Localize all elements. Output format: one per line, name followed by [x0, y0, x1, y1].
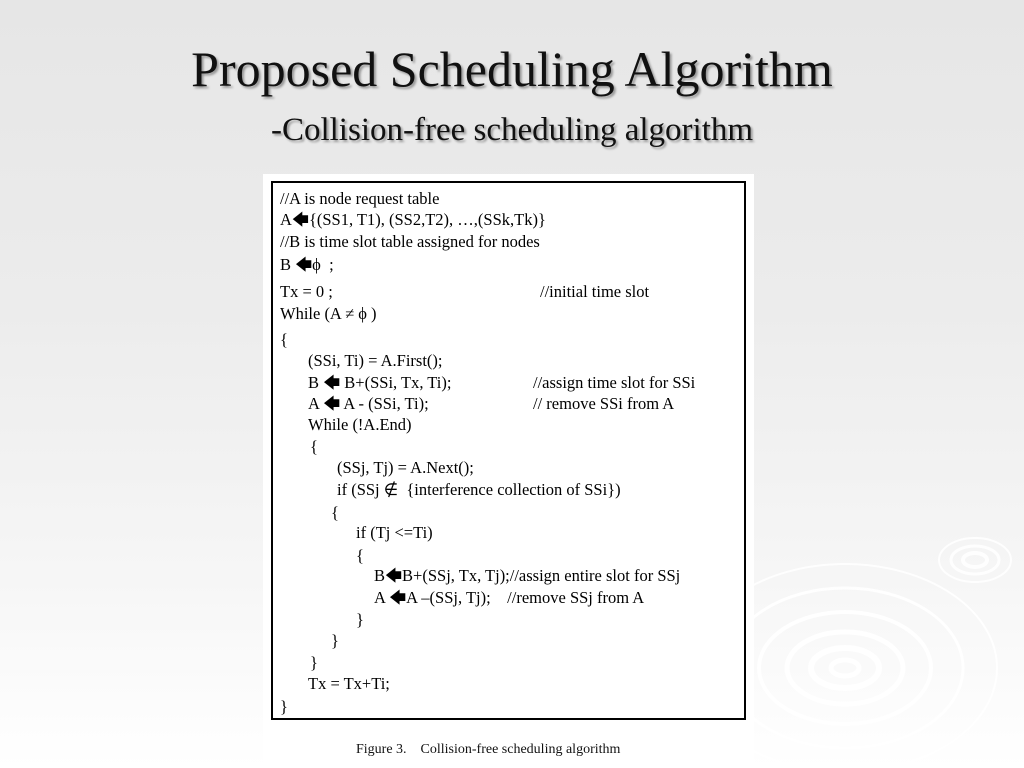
slide-title: Proposed Scheduling Algorithm [191, 41, 833, 97]
code-line: While (!A.End) [308, 415, 412, 434]
code-line: A 🡄A –(SSj, Tj); //remove SSj from A [374, 588, 645, 607]
code-comment: //initial time slot [540, 282, 650, 301]
figure-caption: Figure 3. Collision-free scheduling algorithm [356, 742, 621, 757]
code-comment: // remove SSi from A [533, 394, 675, 413]
code-line: if (Tj <=Ti) [356, 523, 433, 542]
code-line: //A is node request table [280, 189, 440, 208]
code-line: } [310, 653, 318, 672]
code-line: B🡄B+(SSj, Tx, Tj);//assign entire slot for SSj [374, 566, 681, 585]
code-line: B 🡄 B+(SSi, Tx, Ti); [308, 373, 452, 392]
code-line: Tx = Tx+Ti; [308, 674, 390, 693]
code-line: (SSj, Tj) = A.Next(); [337, 458, 474, 477]
code-line: While (A ≠ ϕ ) [280, 304, 377, 323]
code-line: } [331, 631, 339, 650]
code-line: B 🡄ϕ ; [280, 255, 334, 274]
code-comment: //assign time slot for SSi [533, 373, 696, 392]
code-line: { [331, 503, 339, 522]
code-line: { [280, 330, 288, 349]
code-line: if (SSj ∉ {interference collection of SSi}) [337, 480, 621, 499]
code-line: { [356, 546, 364, 565]
slide-subtitle: -Collision-free scheduling algorithm [270, 112, 754, 148]
code-line: } [280, 697, 288, 716]
algorithm-figure-box [271, 181, 746, 720]
code-line: (SSi, Ti) = A.First(); [308, 351, 443, 370]
code-line: A 🡄 A - (SSi, Ti); [308, 394, 429, 413]
code-line: Tx = 0 ; [280, 282, 333, 301]
code-line: //B is time slot table assigned for nodes [280, 232, 540, 251]
code-line: A🡄{(SS1, T1), (SS2,T2), …,(SSk,Tk)} [280, 210, 546, 229]
code-line: { [310, 437, 318, 456]
code-line: } [356, 610, 364, 629]
